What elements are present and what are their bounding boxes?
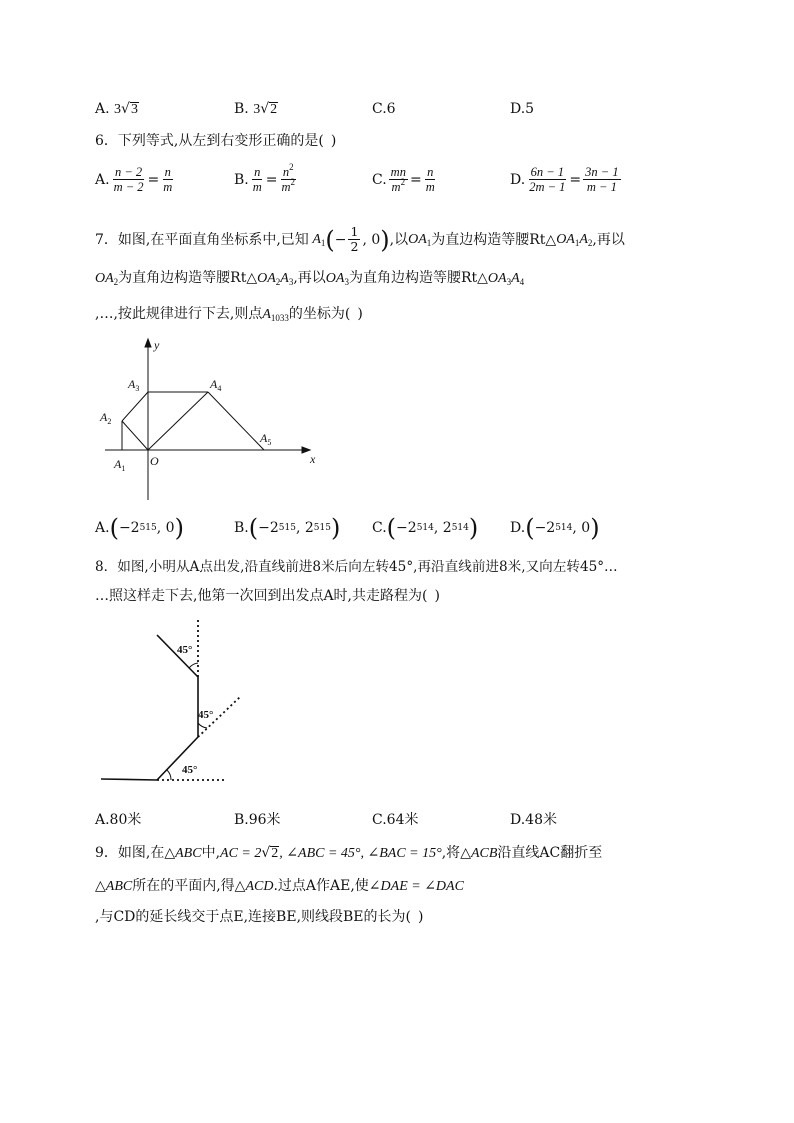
segment-o-a4 [148, 392, 208, 450]
fraction: $\frac{mn}{m^2}$ [390, 165, 406, 194]
angle-arc-1 [167, 770, 171, 780]
a2-label: $A_2$ [100, 410, 112, 426]
segment-a2-o [122, 421, 148, 450]
q9-line-3: ,与CD的延长线交于点E,连接BE,则线段BE的长为( ) [95, 909, 424, 925]
fraction: $\frac{n}{m}$ [163, 165, 173, 194]
a3-label: $A_3$ [128, 377, 140, 393]
angle-arc-3 [189, 663, 198, 668]
segment-a2-a3 [122, 392, 148, 421]
q5-option-c[interactable]: C.6 [372, 101, 396, 117]
x-axis-arrow [302, 447, 310, 453]
angle-label-1: 45° [182, 764, 198, 776]
q6-stem: 6．下列等式,从左到右变形正确的是( ) [95, 133, 337, 149]
q7-option-d[interactable]: D. ( −2 514 , 0 ) [510, 514, 600, 542]
fraction: $\frac{3n - 1}{m - 1}$ [585, 165, 619, 194]
q8-line-2: …照这样走下去,他第一次回到出发点A时,共走路程为( ) [95, 588, 440, 604]
segment-a4-a5 [208, 392, 264, 450]
sqrt-sign: √ [260, 101, 270, 117]
sqrt-sign: √ [261, 845, 271, 861]
q8-option-d[interactable]: D.48米 [510, 812, 557, 828]
y-label: y [154, 338, 160, 352]
angle-arc-2 [198, 723, 207, 728]
x-label: x [310, 452, 316, 466]
origin-label: O [150, 454, 159, 468]
q6-option-b[interactable]: B. $\frac{n}{m}$ = $\frac{n^2}{m^2}$ [234, 162, 296, 194]
sqrt-sign: √ [121, 101, 130, 117]
q5-option-b[interactable]: B. 3√2 [234, 101, 278, 117]
q7-option-a[interactable]: A. ( −2 515 , 0 ) [95, 514, 184, 542]
angle-label-2: 45° [198, 709, 214, 721]
q8-option-c[interactable]: C.64米 [372, 812, 419, 828]
q8-option-a[interactable]: A.80米 [95, 812, 142, 828]
q7-option-b[interactable]: B. ( −2 515 , 2 515 ) [234, 514, 341, 542]
q5-option-a[interactable]: A. 3√3 [95, 101, 138, 117]
q6-option-a[interactable]: A. $\frac{n - 2}{m - 2}$ = $\frac{n}{m}$ [95, 165, 173, 194]
q5-option-d[interactable]: D.5 [510, 101, 535, 117]
a5-label: $A_5$ [260, 431, 272, 447]
path-segment-1 [101, 779, 157, 780]
q6-option-d[interactable]: D. $\frac{6n - 1}{2m - 1}$ = $\frac{3n - 1}{m - 1}$ [510, 165, 619, 194]
q7-option-c[interactable]: C. ( −2 514 , 2 514 ) [372, 514, 479, 542]
fraction: $\frac{n - 2}{m - 2}$ [113, 165, 144, 194]
figure-8-path-diagram [95, 615, 255, 790]
q6-option-c[interactable]: C. $\frac{mn}{m^2}$ = $\frac{n}{m}$ [372, 165, 435, 194]
q8-option-b[interactable]: B.96米 [234, 812, 281, 828]
a1-label: $A_1$ [114, 457, 126, 473]
q7-line-1: 7．如图,在平面直角坐标系中,已知 $A_1$ ( − $\frac{1}{2}$ , 0 ) ,以 $OA_1$ 为直边构造等腰 Rt△ $OA_1A_2$ ,再以 [95, 224, 625, 254]
y-axis-arrow [145, 339, 151, 347]
path-segment-4 [157, 635, 198, 677]
fraction: $\frac{n}{m}$ [252, 165, 262, 194]
q7-line-2: $OA_2$为直角边构造等腰$Rt\triangle OA_2A_3$,再以$OA_3$为直角边构造等腰$Rt\triangle OA_3A_4$ [95, 270, 525, 287]
fraction: $\frac{6n - 1}{2m - 1}$ [529, 165, 566, 194]
angle-label-3: 45° [177, 644, 193, 656]
a4-label: $A_4$ [210, 377, 222, 393]
q9-line-1: 9．如图,在△ABC中,AC = 2√2, ∠ABC = 45°, ∠BAC = 15°,将△ACB沿直线AC翻折至 [95, 845, 603, 861]
q9-line-2: △ABC所在的平面内,得△ACD.过点A作AE,使∠DAE = ∠DAC [95, 878, 464, 894]
q8-line-1: 8．如图,小明从A点出发,沿直线前进8米后向左转45°,再沿直线前进8米,又向左转45°… [95, 559, 618, 575]
q7-line-3: ,…,按此规律进行下去,则点$A_{1033}$的坐标为( ) [95, 306, 363, 323]
figure-7-coordinate-diagram [90, 335, 330, 505]
fraction: $\frac{n^2}{m^2}$ [281, 162, 296, 194]
fraction: $\frac{n}{m}$ [425, 165, 435, 194]
fraction: $\frac{1}{2}$ [350, 224, 359, 254]
